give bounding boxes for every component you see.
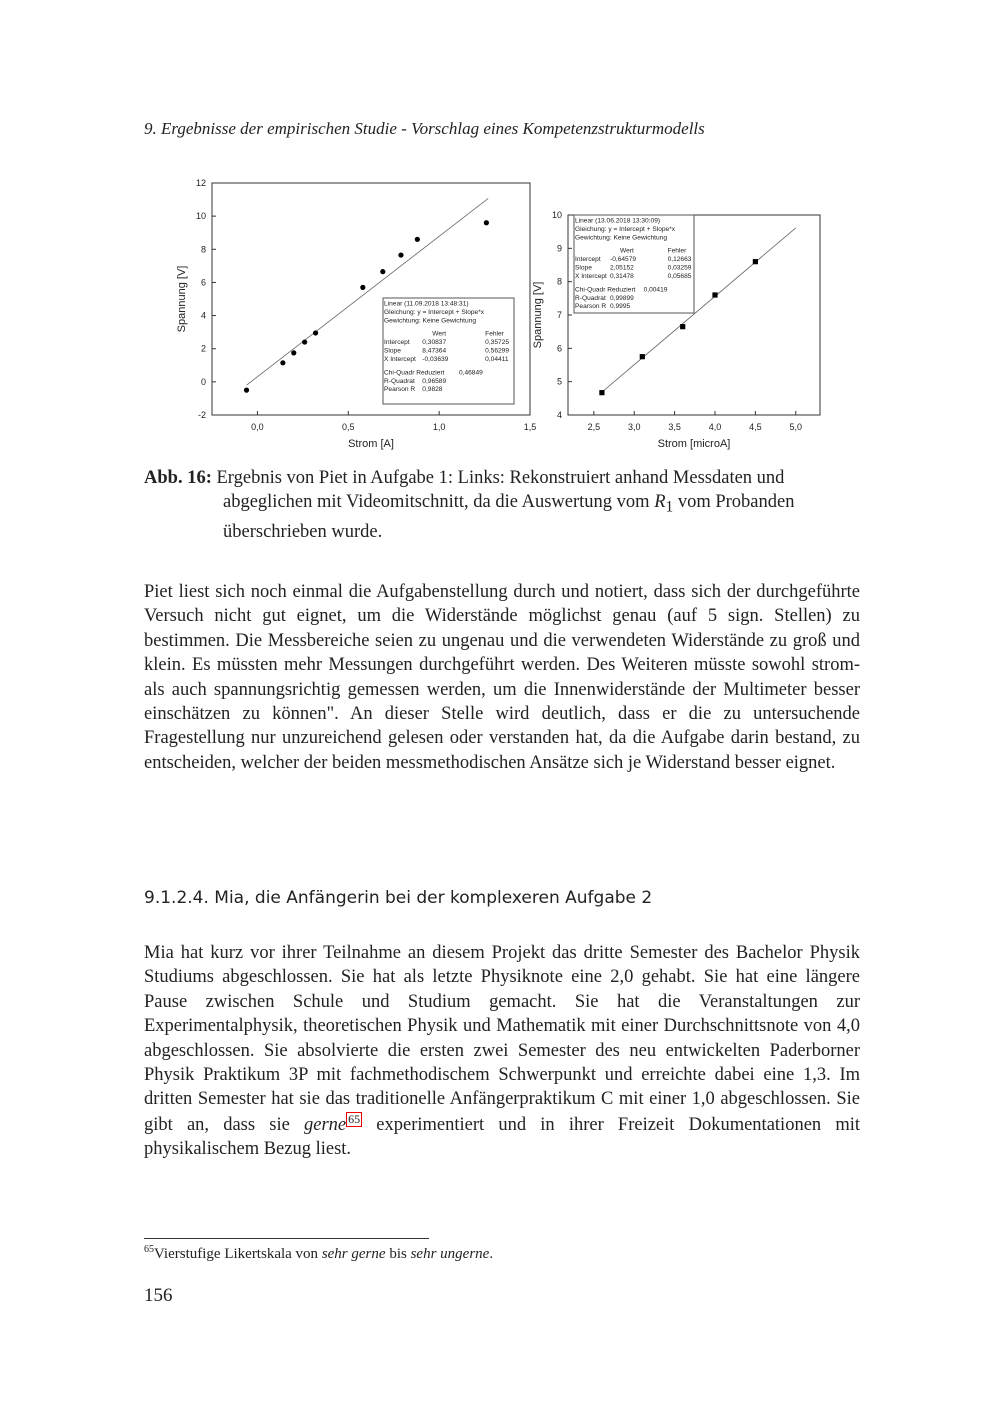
paragraph-mia: [144, 941, 860, 1162]
data-point: [415, 237, 420, 242]
legend-row-label: R-Quadrat: [384, 377, 415, 385]
caption-text: Ergebnis von Piet in Aufgabe 1: Links: Rekonstruiert anhand Messdaten und abgeglichen mit Videomitschnitt, da die Auswertung vom: [216, 468, 785, 512]
legend-value: -0,64579: [610, 256, 637, 264]
data-point: [302, 339, 307, 344]
emphasis: gerne: [303, 1115, 347, 1135]
legend-value: 0,96589: [422, 377, 447, 385]
legend-row-label: X Intercept: [384, 355, 416, 363]
y-tick-label: 6: [556, 343, 562, 354]
legend-row-label: Slope: [575, 264, 592, 272]
legend-text: Linear (13.06.2018 13:30:09): [575, 217, 661, 225]
legend-row-label: Chi-Quadr Reduziert: [384, 369, 445, 377]
legend-value: 0,30837: [422, 339, 447, 347]
legend-value: 0,31478: [610, 272, 634, 280]
y-tick-label: 8: [556, 276, 562, 287]
x-tick-label: 1,0: [432, 422, 446, 432]
legend-error: 0,12663: [667, 256, 692, 264]
legend-value: 8,47364: [422, 347, 447, 355]
data-point: [712, 292, 717, 297]
y-tick-label: 10: [551, 210, 562, 220]
data-point: [484, 220, 489, 225]
y-axis-label: Spannung [V]: [176, 265, 188, 333]
footnote-text: bis: [385, 1246, 411, 1262]
x-tick-label: 5,0: [789, 422, 803, 432]
legend-value: 0,9995: [610, 303, 631, 311]
legend-text: Linear (11.09.2018 13:48:31): [384, 300, 469, 308]
y-tick-label: 9: [556, 243, 562, 254]
data-point: [599, 390, 604, 395]
y-axis-label: Spannung [V]: [532, 281, 544, 349]
y-tick-label: 5: [556, 376, 562, 387]
x-tick-label: 2,5: [587, 422, 601, 432]
caption-text-end: vom Probanden überschrieben wurde.: [223, 492, 795, 542]
page-number: 156: [144, 1285, 173, 1306]
y-tick-label: 7: [556, 310, 562, 320]
legend-text: Gewichtung: Keine Gewichtung: [575, 234, 668, 242]
data-point: [398, 252, 403, 257]
legend-value: 0,46849: [458, 369, 483, 377]
legend-row-label: Intercept: [575, 256, 601, 264]
data-point: [753, 259, 758, 264]
footnote-divider: [144, 1238, 429, 1239]
paragraph-text-end: experimentiert und in ihrer Freizeit Dokumentationen mit physikalischem Bezug liest.: [144, 1115, 860, 1160]
legend-row-label: Intercept: [384, 339, 410, 347]
legend-value: 0,99899: [610, 294, 634, 302]
data-point: [280, 360, 285, 365]
legend-row-label: X Intercept: [575, 272, 607, 280]
x-axis-label: Strom [microA]: [657, 438, 731, 450]
paragraph-piet: Piet liest sich noch einmal die Aufgabenstellung durch und notiert, dass sich der durchgeführte Versuch nicht gut eignet, um die Widerstände möglichst genau (auf 5 sign. Stellen) zu bestimmen. Die Messbereiche seien zu ungenau und die verwendeten Widerstände zu groß und klein. Es müssten mehr Messungen durchgeführt werden. Des Weiteren müsste sowohl strom- als auch spannungsrichtig gemessen werden, um die Innenwiderstände der Multimeter besser einschätzen zu können". An dieser Stelle wird deutlich, dass er die zu untersuchende Fragestellung nur unzureichend gelesen oder verstanden hat, da die Aufgabe darin bestand, zu entscheiden, welcher der beiden messmethodischen Ansätze sich je Widerstand besser eignet.: [144, 582, 860, 773]
x-axis-label: Strom [A]: [348, 438, 394, 450]
legend-col-header: Wert: [432, 330, 447, 338]
legend-error: 0,35725: [485, 339, 510, 347]
legend-row-label: Chi-Quadr Reduziert: [575, 286, 636, 294]
footnote-number: 65: [144, 1244, 154, 1255]
x-tick-label: 3,0: [627, 422, 641, 432]
x-tick-label: 1,5: [523, 422, 537, 432]
legend-error: 0,56299: [485, 347, 510, 355]
x-tick-label: 4,0: [708, 422, 722, 432]
data-point: [313, 330, 318, 335]
x-tick-label: 3,5: [668, 422, 681, 432]
paragraph-text: Mia hat kurz vor ihrer Teilnahme an diesem Projekt das dritte Semester des Bachelor Physik Studiums abgeschlossen. Sie hat als letzte Physiknote eine 2,0 gehabt. Sie hat eine längere Pause zwischen Schule und Studium gemacht. Sie hat die Veranstaltungen zur Experimentalphysik, theoretischen Physik und Mathematik mit einer Durchschnittsnote von 4,0 abgeschlossen. Sie absolvierte die ersten zwei Semester des neu entwickelten Paderborner Physik Praktikum 3P mit fachmethodischem Schwerpunkt und erreichte dabei eine 1,3. Im dritten Semester hat sie das traditionelle Anfängerpraktikum C mit einer 1,0 abgeschlossen. Sie gibt an, dass sie: [144, 943, 860, 1135]
footnote-text: Vierstufige Likertskala von: [154, 1246, 322, 1262]
legend-col-header: Fehler: [485, 330, 504, 338]
legend-value: 0,00419: [643, 286, 668, 294]
footnote-em: sehr gerne: [321, 1246, 386, 1262]
legend-col-header: Wert: [620, 247, 634, 255]
legend-value: 2,05152: [610, 264, 634, 272]
legend-value: 0,9828: [422, 386, 443, 394]
legend-col-header: Fehler: [667, 247, 687, 255]
legend-row-label: R-Quadrat: [575, 294, 606, 302]
legend-value: -0,03639: [422, 355, 449, 363]
data-point: [640, 354, 645, 359]
y-tick-label: 4: [200, 310, 206, 321]
y-tick-label: 0: [200, 376, 206, 387]
x-tick-label: 0,0: [251, 422, 264, 432]
y-tick-label: 2: [200, 343, 206, 354]
caption-label: Abb. 16:: [144, 468, 212, 488]
figure-charts: [0, 0, 1000, 460]
data-point: [680, 324, 685, 329]
y-tick-label: -2: [197, 410, 206, 420]
data-point: [360, 285, 365, 290]
section-heading: 9.1.2.4. Mia, die Anfängerin bei der komplexeren Aufgabe 2: [144, 888, 653, 908]
data-point: [244, 388, 249, 393]
footnote: [144, 1244, 493, 1263]
chart-left: [176, 178, 536, 450]
footnote-link[interactable]: 65: [348, 1111, 361, 1126]
legend-text: Gleichung: y = Intercept + Slope*x: [384, 308, 485, 316]
footnote-text: .: [489, 1246, 494, 1262]
y-tick-label: 8: [200, 244, 206, 255]
legend-error: 0,03259: [667, 264, 692, 272]
y-tick-label: 10: [195, 211, 206, 222]
legend-error: 0,05685: [667, 272, 692, 280]
caption-subscript: 1: [665, 498, 674, 516]
data-point: [380, 269, 385, 274]
legend-row-label: Slope: [384, 347, 401, 355]
legend-row-label: Pearson R: [575, 303, 607, 311]
data-point: [291, 350, 296, 355]
footnote-em: sehr ungerne: [410, 1246, 490, 1262]
legend-row-label: Pearson R: [384, 386, 416, 394]
y-tick-label: 6: [200, 277, 206, 288]
x-tick-label: 4,5: [749, 422, 762, 432]
legend-text: Gleichung: y = Intercept + Slope*x: [575, 225, 676, 233]
running-header: 9. Ergebnisse der empirischen Studie - Vorschlag eines Kompetenzstrukturmodells: [144, 119, 705, 138]
chart-right: [532, 210, 820, 450]
caption-symbol: R: [654, 492, 666, 512]
figure-caption: [144, 466, 859, 544]
legend-error: 0,04411: [485, 355, 509, 363]
y-tick-label: 4: [556, 410, 562, 420]
y-tick-label: 12: [195, 178, 206, 188]
x-tick-label: 0,5: [342, 422, 355, 432]
legend-text: Gewichtung: Keine Gewichtung: [384, 317, 477, 325]
